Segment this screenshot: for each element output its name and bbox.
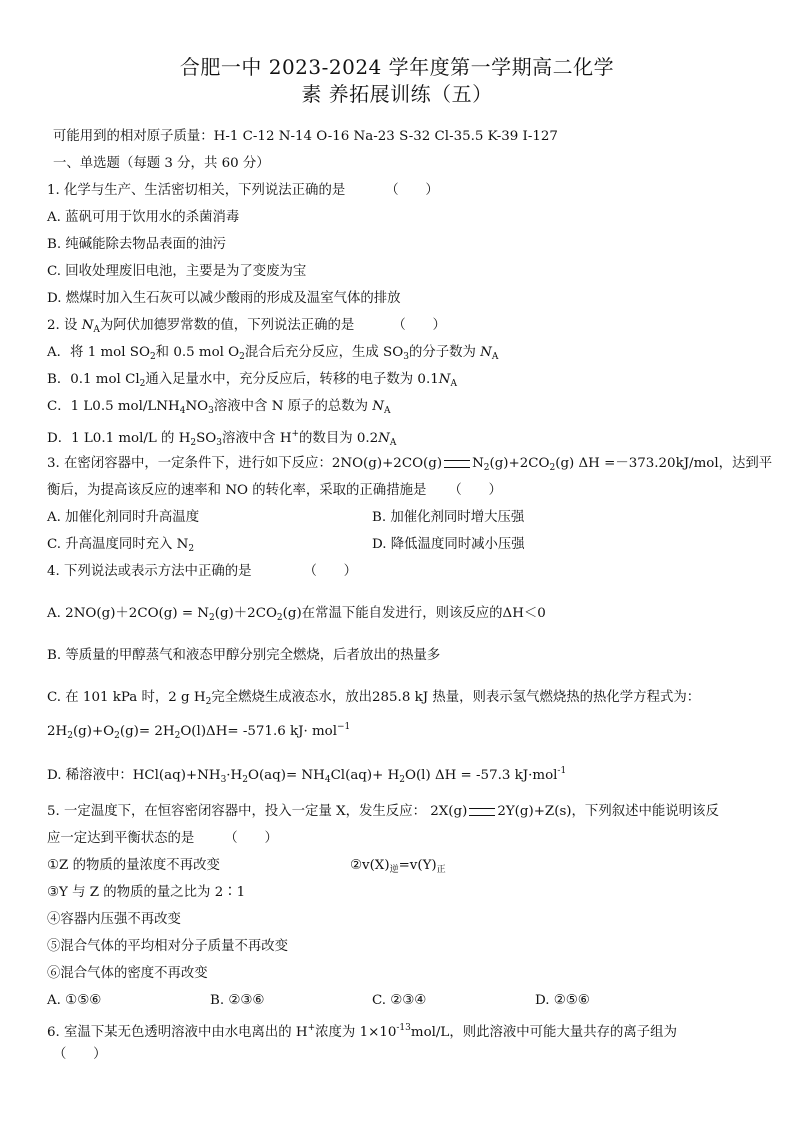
- avogadro-symbol: N: [372, 399, 384, 414]
- subscript: 2: [190, 438, 197, 448]
- q3-option-b: B. 加催化剂同时增大压强: [372, 510, 525, 525]
- text: 衡后，为提高该反应的速率和 NO 的转化率，采取的正确措施是: [47, 483, 427, 498]
- text: O(aq)= NH: [247, 768, 325, 783]
- avogadro-symbol: N: [480, 345, 492, 360]
- q5-option-a: A. ①⑤⑥: [47, 993, 102, 1008]
- q2-option-d: [47, 425, 396, 452]
- subscript: A: [384, 406, 391, 416]
- subscript: A: [93, 325, 100, 335]
- text: (g)= 2H: [119, 724, 175, 739]
- q3-stem-line1: [47, 455, 772, 477]
- q5-option-d: D. ②⑤⑥: [535, 993, 590, 1008]
- text: =v(Y): [398, 858, 437, 873]
- text: 应一定达到平衡状态的是: [47, 831, 195, 846]
- text: 6. 室温下某无色透明溶液中由水电离出的 H: [47, 1025, 308, 1040]
- q2-option-b: [47, 371, 457, 393]
- superscript: +: [307, 1023, 316, 1033]
- q3-option-c: [47, 536, 194, 558]
- q6-stem: [47, 1019, 677, 1042]
- avogadro-symbol: N: [438, 372, 451, 387]
- text: 2Y(g)+Z(s)，下列叙述中能说明该反: [497, 804, 719, 819]
- text: (g)+2CO: [489, 456, 550, 471]
- subscript: 3: [208, 406, 214, 416]
- text: A. 2NO(g)＋2CO(g) = N: [47, 606, 210, 621]
- atomic-masses-line: 可能用到的相对原子质量：H-1 C-12 N-14 O-16 Na-23 S-32 Cl-35.5 K-39 I-127: [53, 129, 558, 144]
- q1-option-c: C. 回收处理废旧电池，主要是为了变废为宝: [47, 264, 307, 279]
- page-subtitle: 素 养拓展训练（五）: [301, 82, 493, 106]
- q1-option-a: A. 蓝矾可用于饮用水的杀菌消毒: [47, 210, 240, 225]
- q6-answer-paren: （ ）: [53, 1047, 107, 1062]
- q5-answer-paren: （ ）: [224, 831, 278, 846]
- q3-option-a: A. 加催化剂同时升高温度: [47, 510, 200, 525]
- subscript: 2: [276, 613, 283, 623]
- text: ②v(X): [350, 858, 390, 873]
- text: (g)+O: [72, 724, 115, 739]
- text: O(l)ΔH= -571.6 kJ· mol: [180, 724, 338, 739]
- text: NO: [185, 399, 209, 414]
- text: 2H: [47, 724, 68, 739]
- text: 溶液中含 N 原子的总数为: [213, 399, 373, 414]
- section-heading: 一、单选题（每题 3 分，共 60 分）: [53, 156, 270, 171]
- text: Cl(aq)+ H: [330, 768, 400, 783]
- subscript: 2: [549, 463, 556, 473]
- q5-item-1: ①Z 的物质的量浓度不再改变: [47, 858, 220, 873]
- avogadro-symbol: N: [81, 318, 94, 333]
- q4-option-c-line1: [47, 689, 700, 711]
- subscript: 4: [324, 775, 331, 785]
- q1-stem-text: 1. 化学与生产、生活密切相关，下列说法正确的是: [47, 183, 346, 198]
- q5-item-3: ③Y 与 Z 的物质的量之比为 2∶1: [47, 885, 246, 900]
- text: 4. 下列说法或表示方法中正确的是: [47, 564, 252, 579]
- text: (g)＋2CO: [214, 606, 277, 621]
- subscript: 2: [483, 463, 490, 473]
- text: C. 升高温度同时充入 N: [47, 537, 189, 552]
- q5-stem-line1: [47, 803, 719, 821]
- subscript: 3: [220, 775, 227, 785]
- text: 3. 在密闭容器中，一定条件下，进行如下反应：2NO(g)+2CO(g): [47, 456, 443, 471]
- q4-option-b: B. 等质量的甲醇蒸气和液态甲醇分别完全燃烧，后者放出的热量多: [47, 648, 441, 663]
- equilibrium-arrow-icon: [469, 808, 495, 816]
- subscript: 2: [188, 544, 195, 554]
- q5-item-6: ⑥混合气体的密度不再改变: [47, 966, 208, 981]
- q5-option-c: C. ②③④: [372, 993, 427, 1008]
- subscript: A: [389, 438, 397, 448]
- subscript: 3: [216, 438, 222, 448]
- text: 通入足量水中，充分反应后，转移的电子数为 0.1: [145, 372, 439, 387]
- text: (g) ΔH =－373.20kJ/mol，达到平: [555, 456, 773, 471]
- superscript: -13: [396, 1023, 411, 1033]
- text: D. 稀溶液中：HCl(aq)+NH: [47, 768, 221, 783]
- subscript: 2: [242, 775, 248, 785]
- equilibrium-arrow-icon: [444, 460, 470, 468]
- text: SO: [196, 431, 217, 446]
- q2-option-c: [47, 398, 391, 420]
- text: 完全燃烧生成液态水，放出285.8 kJ 热量，则表示氢气燃烧热的热化学方程式为：: [211, 690, 701, 705]
- subscript: A: [491, 352, 499, 362]
- q3-answer-paren: （ ）: [448, 483, 502, 498]
- q4-stem: [47, 563, 357, 581]
- q5-item-5: ⑤混合气体的平均相对分子质量不再改变: [47, 939, 289, 954]
- text: 的数目为 0.2: [299, 431, 379, 446]
- subscript: 2: [67, 731, 73, 741]
- q3-stem-line2: [47, 482, 502, 500]
- page-title: 合肥一中 2023-2024 学年度第一学期高二化学: [179, 55, 615, 79]
- q5-stem-line2: [47, 830, 278, 848]
- text: 浓度为 1×10: [315, 1025, 397, 1040]
- q2-stem-part: 2. 设: [47, 318, 82, 333]
- subscript: A: [450, 379, 457, 389]
- subscript: 3: [403, 352, 409, 362]
- subscript: 2: [149, 352, 156, 362]
- q4-answer-paren: （ ）: [303, 564, 358, 579]
- superscript: −1: [337, 722, 351, 732]
- text: A．将 1 mol SO: [47, 345, 150, 360]
- text: (g)在常温下能自发进行，则该反应的ΔH＜0: [282, 606, 546, 621]
- q2-answer-paren: （ ）: [392, 318, 446, 333]
- text: 的分子数为: [408, 345, 481, 360]
- q2-stem-part: 为阿伏加德罗常数的值，下列说法正确的是: [99, 318, 355, 333]
- q5-item-4: ④容器内压强不再改变: [47, 912, 181, 927]
- subscript: 2: [205, 697, 212, 707]
- q5-item-2: [350, 857, 446, 879]
- text: 混合后充分反应，生成 SO: [244, 345, 404, 360]
- q1-option-d: D. 燃煤时加入生石灰可以减少酸雨的形成及温室气体的排放: [47, 291, 401, 306]
- text: 5. 一定温度下，在恒容密闭容器中，投入一定量 X，发生反应： 2X(g): [47, 804, 468, 819]
- avogadro-symbol: N: [378, 431, 390, 446]
- subscript: 2: [399, 775, 405, 785]
- text: 和 0.5 mol O: [155, 345, 240, 360]
- q4-option-a: [47, 605, 546, 627]
- text: C. 在 101 kPa 时，2 g H: [47, 690, 206, 705]
- subscript: 2: [139, 379, 146, 389]
- subscript: 4: [179, 406, 186, 416]
- q3-option-d: D. 降低温度同时减小压强: [372, 537, 525, 552]
- q2-option-a: [47, 344, 498, 366]
- q1-answer-paren: （ ）: [385, 183, 439, 198]
- text: O(l) ΔH = -57.3 kJ·mol: [404, 768, 558, 783]
- q1-option-b: B. 纯碱能除去物品表面的油污: [47, 237, 227, 252]
- subscript: 2: [174, 731, 181, 741]
- superscript: +: [291, 429, 300, 439]
- text: C．1 L0.5 mol/LNH: [47, 399, 180, 414]
- text: 溶液中含 H: [222, 431, 292, 446]
- text: mol/L，则此溶液中可能大量共存的离子组为: [410, 1025, 677, 1040]
- q1-stem: [47, 182, 439, 200]
- q4-option-d: [47, 762, 566, 789]
- subscript: 正: [436, 865, 446, 875]
- subscript: 2: [114, 731, 120, 741]
- subscript: 逆: [389, 865, 399, 875]
- text: ·H: [226, 768, 243, 783]
- superscript: -1: [557, 766, 567, 776]
- q2-stem: [47, 317, 446, 339]
- q5-option-b: B. ②③⑥: [210, 993, 265, 1008]
- text: D．1 L0.1 mol/L 的 H: [47, 431, 191, 446]
- text: B．0.1 mol Cl: [47, 372, 140, 387]
- q4-option-c-line2: [47, 718, 350, 745]
- subscript: 2: [209, 613, 215, 623]
- subscript: 2: [239, 352, 245, 362]
- text: N: [472, 456, 484, 471]
